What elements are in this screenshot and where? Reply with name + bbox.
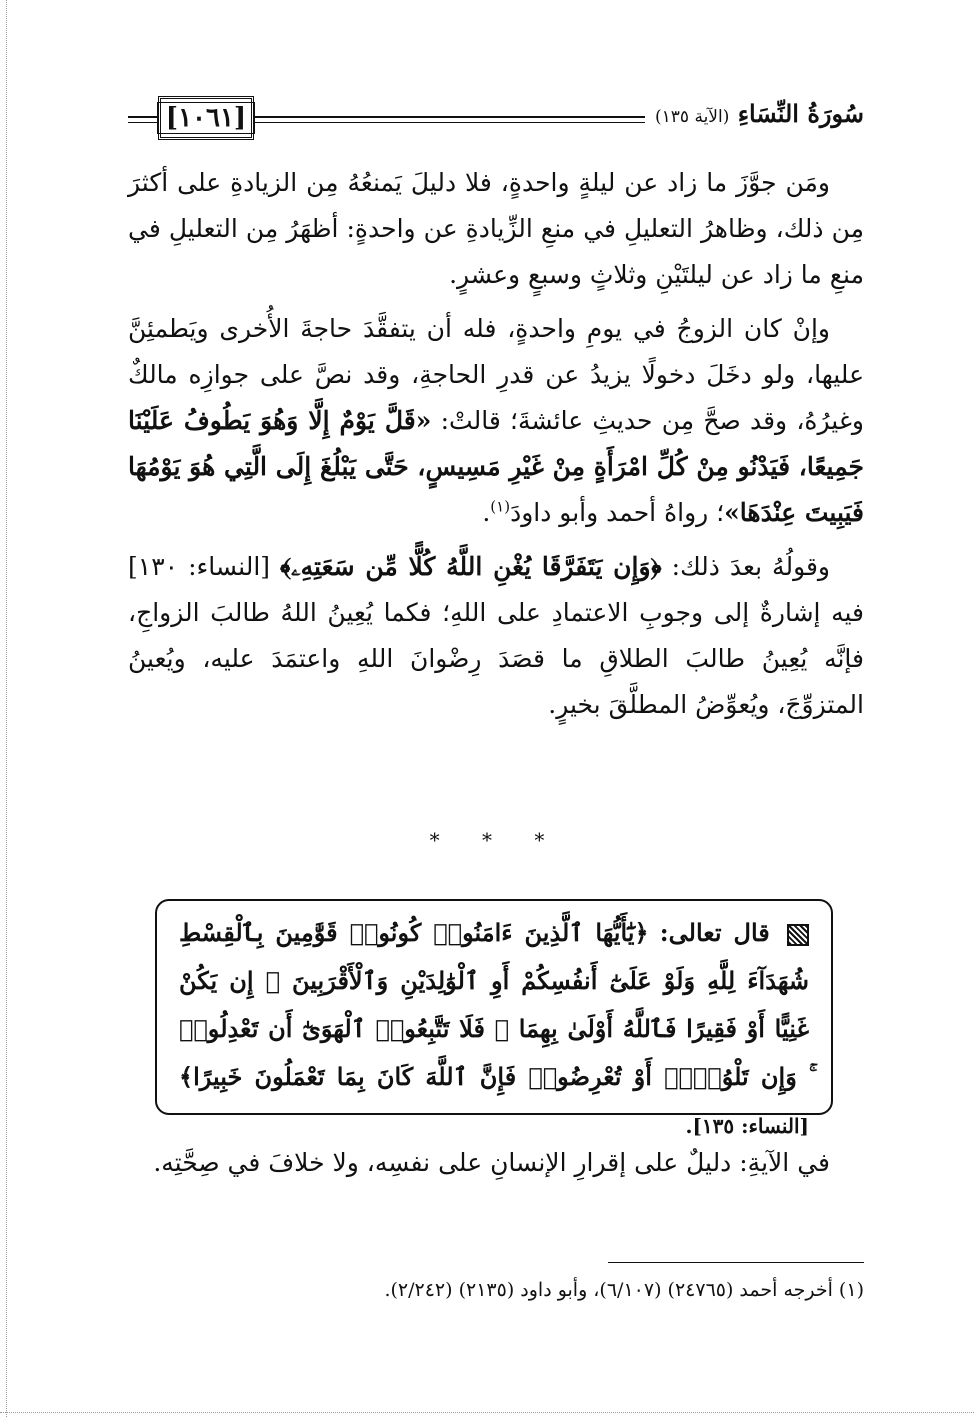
paragraph-2-text: وإنْ كان الزوجُ في يومِ واحدةٍ، فله أن يتفقَّدَ حاجةَ الأُخرى ويَطمئِنَّ عليها، ولو دخَلَ دخولًا يزيدُ عن قدرِ الحاجةِ، وقد نصَّ على جوازِه مالكٌ وغيرُهُ، وقد صحَّ مِن حديثِ عائشةَ؛ قالتْ:	[128, 314, 864, 435]
paragraph-1: ومَن جوَّزَ ما زاد عن ليلةٍ واحدةٍ، فلا دليلَ يَمنعُهُ مِن الزيادةِ على أكثرَ مِن ذلك، وظاهرُ التعليلِ في منعِ الزِّيادةِ عن واحدةٍ: أظهَرُ مِن التعليلِ في منعِ ما زاد عن ليلتَيْنِ وثلاثٍ وسبعٍ وعشرٍ.	[128, 168, 864, 289]
footnote-rule	[608, 1262, 864, 1263]
ayah-reference: (الآية ١٣٥)	[655, 107, 730, 127]
surah-heading	[645, 94, 864, 137]
hadith-quote: «قَلَّ يَوْمٌ إِلَّا وَهُوَ يَطُوفُ عَلَيْنَا جَمِيعًا، فَيَدْنُو مِنْ كُلِّ امْرَأَةٍ مِنْ غَيْرِ مَسِيسٍ، حَتَّى يَبْلُغَ إِلَى الَّتِي هُوَ يَوْمُهَا فَيَبِيتَ عِنْدَهَا»	[128, 406, 864, 527]
section-separator: * * *	[429, 828, 563, 852]
paragraph-3	[128, 544, 864, 728]
ornament-icon	[787, 924, 809, 946]
main-text	[128, 160, 864, 728]
inline-verse: ﴿وَإِن يَتَفَرَّقَا يُغْنِ اللَّهُ كُلًّا مِّن سَعَتِهِۦ﴾	[280, 552, 662, 581]
page-number: [١٠٦١]	[157, 102, 255, 134]
scan-edge-bottom	[0, 1412, 974, 1414]
paragraph-4: في الآيةِ: دليلٌ على إقرارِ الإنسانِ على نفسِه، ولا خلافَ في صِحَّتِه.	[153, 1148, 830, 1177]
page-header	[128, 92, 864, 140]
footnote: (١) أخرجه أحمد (٢٤٧٦٥) (٦/١٠٧)، وأبو داود (٢١٣٥) (٢/٢٤٢).	[384, 1279, 864, 1301]
quran-verse-box	[155, 899, 833, 1138]
paragraph-3-lead: وقولُهُ بعدَ ذلك:	[671, 552, 831, 581]
paragraph-2: وإنْ كان الزوجُ في يومِ واحدةٍ، فله أن يتفقَّدَ حاجةَ الأُخرى ويَطمئِنَّ عليها، ولو دخَلَ دخولًا يزيدُ عن قدرِ الحاجةِ، وقد نصَّ على جوازِه مالكٌ وغيرُهُ، وقد صحَّ مِن حديثِ عائشةَ؛ قالتْ: «قَلَّ يَوْمٌ إِلَّا وَهُوَ يَطُوفُ عَلَيْنَا جَمِيعًا، فَيَدْنُو مِنْ كُلِّ امْرَأَةٍ مِنْ غَيْرِ مَسِيسٍ، حَتَّى يَبْلُغَ إِلَى الَّتِي هُوَ يَوْمُهَا فَيَبِيتَ عِنْدَهَا»؛ رواهُ أحمد وأبو داودَ$^{(١)}$.	[128, 314, 864, 527]
footnote-marker: (١)	[490, 497, 511, 516]
verse-text: ﴿يَٰٓأَيُّهَا ٱلَّذِينَ ءَامَنُوا۟ كُونُوا۟ قَوَّٰمِينَ بِٱلْقِسْطِ شُهَدَآءَ لِلَّهِ وَلَوْ عَلَىٰٓ أَنفُسِكُمْ أَوِ ٱلْوَٰلِدَيْنِ وَٱلْأَقْرَبِينَ ۚ إِن يَكُنْ غَنِيًّا أَوْ فَقِيرًا فَٱللَّهُ أَوْلَىٰ بِهِمَا ۖ فَلَا تَتَّبِعُوا۟ ٱلْهَوَىٰٓ أَن تَعْدِلُوا۟ ۚ وَإِن تَلْوُۥٓا۟ أَوْ تُعْرِضُوا۟ فَإِنَّ ٱللَّهَ كَانَ بِمَا تَعْمَلُونَ خَبِيرًا﴾	[179, 918, 809, 1091]
verse-lead: قال تعالى:	[659, 918, 770, 947]
commentary-text	[128, 1140, 864, 1186]
scan-edge-left	[6, 0, 8, 1417]
surah-title: سُورَةُ النِّسَاءِ	[737, 99, 864, 128]
page-number-box	[158, 96, 254, 140]
hadith-source: ؛ رواهُ أحمد وأبو داودَ	[510, 498, 725, 527]
paragraph-3-text: [النساء: ١٣٠] فيه إشارةٌ إلى وجوبِ الاعتمادِ على اللهِ؛ فكما يُعِينُ اللهُ طالبَ الزواجِ، فإنَّه يُعِينُ طالبَ الطلاقِ ما قصَدَ رِضْوانَ اللهِ واعتمَدَ عليه، ويُعينُ المتزوِّجَ، ويُعوِّضُ المطلَّقَ بخيرٍ.	[128, 552, 864, 719]
verse-reference: [النساء: ١٣٥].	[685, 1114, 809, 1138]
